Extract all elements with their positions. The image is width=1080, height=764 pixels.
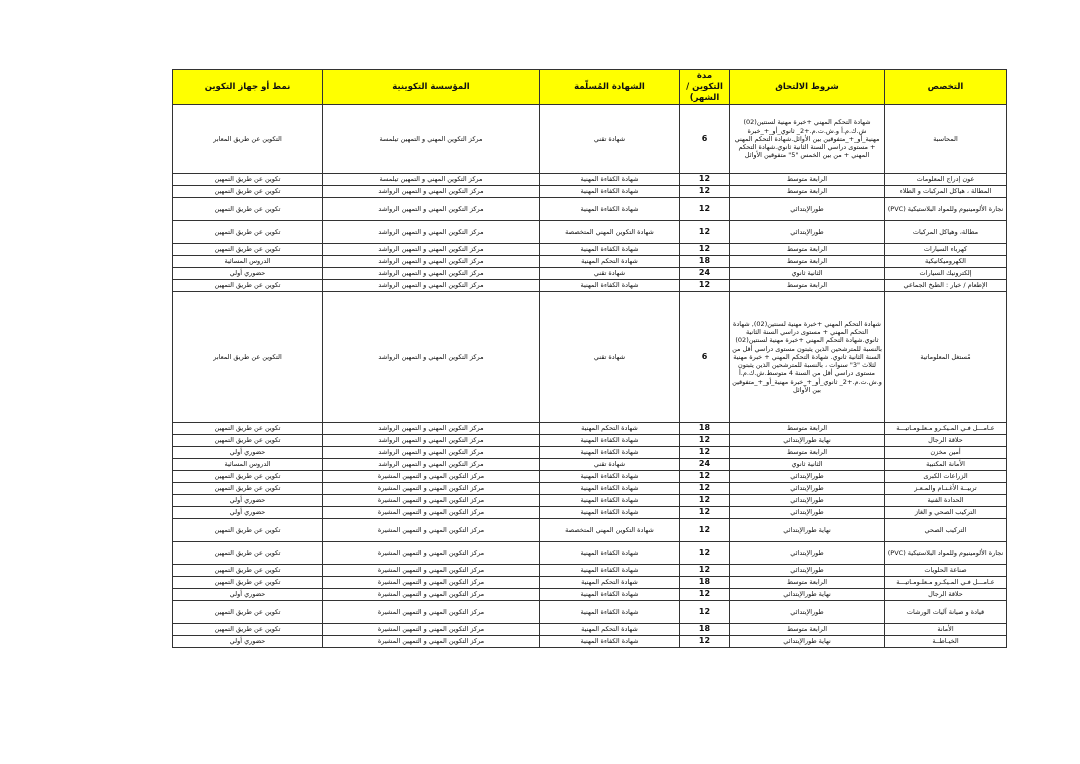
cell-conditions: طورالإبتدائي bbox=[730, 507, 885, 519]
cell-specialty: الحدادة الفنية bbox=[885, 495, 1007, 507]
cell-duration: 12 bbox=[680, 636, 730, 648]
cell-certificate: شهادة الكفاءة المهنية bbox=[540, 435, 680, 447]
cell-conditions: نهاية طورالإبتدائي bbox=[730, 435, 885, 447]
table-row bbox=[173, 447, 1007, 459]
cell-conditions: طورالإبتدائي bbox=[730, 601, 885, 624]
table-row bbox=[173, 256, 1007, 268]
cell-mode: تكوين عن طريق التمهين bbox=[173, 174, 323, 186]
cell-conditions: شهادة التحكم المهني +خبرة مهنية لسنتين(02), شهادة التحكم المهني + مستوى دراسي السنة الثانية ثانوي.شهادة التحكم المهني +خبرة مهنية لسنتين(02) بالنسبة للمترشحين الذين يثبتون مستوى دراسي أقل من السنة الثانية ثانوي. شهادة التحكم المهني + خبرة مهنية لثلاث "3" سنوات ، بالنسبة للمترشحين الذين يثبتون مستوى دراسي أقل من السنة 4 متوسط.ش.ك.م.أ و.ش.ت.م.+2_ ثانوي_أو_+_خبرة مهنية_أو_+_متفوقين بين الأوائل bbox=[730, 292, 885, 423]
cell-duration: 6 bbox=[680, 105, 730, 174]
cell-certificate: شهادة التحكم المهنية bbox=[540, 423, 680, 435]
cell-mode: تكوين عن طريق التمهين bbox=[173, 624, 323, 636]
cell-certificate: شهادة تقني bbox=[540, 268, 680, 280]
cell-mode: الدروس المسائية bbox=[173, 256, 323, 268]
cell-duration: 18 bbox=[680, 256, 730, 268]
cell-institution: مركز التكوين المهني و التمهين تيلمسة bbox=[323, 174, 540, 186]
table-row bbox=[173, 542, 1007, 565]
cell-certificate: شهادة الكفاءة المهنية bbox=[540, 589, 680, 601]
cell-mode: تكوين عن طريق التمهين bbox=[173, 519, 323, 542]
cell-conditions: الرابعة متوسط bbox=[730, 186, 885, 198]
cell-certificate: شهادة تقني bbox=[540, 459, 680, 471]
cell-certificate: شهادة التحكم المهنية bbox=[540, 624, 680, 636]
table-row bbox=[173, 198, 1007, 221]
cell-conditions: نهاية طورالإبتدائي bbox=[730, 636, 885, 648]
cell-institution: مركز التكوين المهني و التمهين المشيرة bbox=[323, 483, 540, 495]
cell-institution: مركز التكوين المهني و التمهين المشيرة bbox=[323, 601, 540, 624]
table-row bbox=[173, 624, 1007, 636]
cell-specialty: الإطعام / خيار : الطبخ الجماعي bbox=[885, 280, 1007, 292]
cell-duration: 12 bbox=[680, 435, 730, 447]
cell-conditions: الرابعة متوسط bbox=[730, 174, 885, 186]
cell-mode: تكوين عن طريق التمهين bbox=[173, 423, 323, 435]
cell-duration: 6 bbox=[680, 292, 730, 423]
cell-conditions: الرابعة متوسط bbox=[730, 624, 885, 636]
cell-duration: 12 bbox=[680, 542, 730, 565]
cell-certificate: شهادة التكوين المهني المتخصصة bbox=[540, 221, 680, 244]
cell-certificate: شهادة الكفاءة المهنية bbox=[540, 495, 680, 507]
table-row bbox=[173, 507, 1007, 519]
cell-specialty: أمين مخزن bbox=[885, 447, 1007, 459]
cell-institution: مركز التكوين المهني و التمهين المشيرة bbox=[323, 519, 540, 542]
cell-specialty: قيادة و صيانة آليات الورشات bbox=[885, 601, 1007, 624]
header-certificate: الشهادة المُسلّمة bbox=[540, 70, 680, 105]
cell-institution: مركز التكوين المهني و التمهين الرواشد bbox=[323, 186, 540, 198]
cell-duration: 18 bbox=[680, 624, 730, 636]
cell-conditions: طورالإبتدائي bbox=[730, 198, 885, 221]
cell-institution: مركز التكوين المهني و التمهين تيلمسة bbox=[323, 105, 540, 174]
cell-certificate: شهادة الكفاءة المهنية bbox=[540, 601, 680, 624]
cell-duration: 12 bbox=[680, 507, 730, 519]
cell-institution: مركز التكوين المهني و التمهين المشيرة bbox=[323, 577, 540, 589]
table-row bbox=[173, 105, 1007, 174]
cell-specialty: حلاقة الرجال bbox=[885, 589, 1007, 601]
table-row bbox=[173, 280, 1007, 292]
cell-specialty: نجارة الألومينيوم وللمواد البلاستيكية (PVC) bbox=[885, 542, 1007, 565]
cell-duration: 24 bbox=[680, 268, 730, 280]
table-row bbox=[173, 174, 1007, 186]
cell-institution: مركز التكوين المهني و التمهين المشيرة bbox=[323, 542, 540, 565]
cell-institution: مركز التكوين المهني و التمهين الرواشد bbox=[323, 256, 540, 268]
cell-conditions: الرابعة متوسط bbox=[730, 577, 885, 589]
cell-conditions: طورالإبتدائي bbox=[730, 565, 885, 577]
cell-specialty: عـامـــل فـي المـيكـرو مـعلـومـاتيـــة bbox=[885, 577, 1007, 589]
cell-institution: مركز التكوين المهني و التمهين الرواشد bbox=[323, 280, 540, 292]
table-row bbox=[173, 601, 1007, 624]
table-row bbox=[173, 471, 1007, 483]
cell-mode: تكوين عن طريق التمهين bbox=[173, 471, 323, 483]
cell-duration: 12 bbox=[680, 447, 730, 459]
cell-conditions: الثانية ثانوي bbox=[730, 268, 885, 280]
cell-mode: حضوري أولي bbox=[173, 447, 323, 459]
cell-mode: حضوري أولي bbox=[173, 495, 323, 507]
cell-duration: 12 bbox=[680, 198, 730, 221]
cell-certificate: شهادة الكفاءة المهنية bbox=[540, 471, 680, 483]
table-row bbox=[173, 459, 1007, 471]
cell-specialty: الأمانة bbox=[885, 624, 1007, 636]
cell-mode: التكوين عن طريق المعابر bbox=[173, 105, 323, 174]
cell-conditions: الرابعة متوسط bbox=[730, 447, 885, 459]
cell-certificate: شهادة الكفاءة المهنية bbox=[540, 542, 680, 565]
header-conditions: شروط الالتحاق bbox=[730, 70, 885, 105]
table-row bbox=[173, 483, 1007, 495]
cell-specialty: نجارة الألومينيوم وللمواد البلاستيكية (PVC) bbox=[885, 198, 1007, 221]
cell-specialty: التركيب الصحي bbox=[885, 519, 1007, 542]
table-row bbox=[173, 292, 1007, 423]
table-row bbox=[173, 268, 1007, 280]
cell-duration: 12 bbox=[680, 589, 730, 601]
cell-certificate: شهادة التكوين المهني المتخصصة bbox=[540, 519, 680, 542]
cell-specialty: المطالة ، هياكل المركبات و الطلاء bbox=[885, 186, 1007, 198]
cell-duration: 18 bbox=[680, 423, 730, 435]
cell-conditions: طورالإبتدائي bbox=[730, 542, 885, 565]
cell-mode: تكوين عن طريق التمهين bbox=[173, 577, 323, 589]
cell-mode: حضوري أولي bbox=[173, 507, 323, 519]
cell-specialty: الزراعات الكبرى bbox=[885, 471, 1007, 483]
cell-specialty: كهرباء السيارات bbox=[885, 244, 1007, 256]
cell-mode: تكوين عن طريق التمهين bbox=[173, 221, 323, 244]
cell-mode: تكوين عن طريق التمهين bbox=[173, 483, 323, 495]
cell-mode: التكوين عن طريق المعابر bbox=[173, 292, 323, 423]
training-offers-table bbox=[172, 69, 1007, 648]
cell-duration: 12 bbox=[680, 186, 730, 198]
cell-specialty: المحاسبة bbox=[885, 105, 1007, 174]
cell-mode: حضوري أولي bbox=[173, 268, 323, 280]
header-mode: نمط أو جهاز التكوين bbox=[173, 70, 323, 105]
cell-duration: 12 bbox=[680, 601, 730, 624]
cell-duration: 12 bbox=[680, 471, 730, 483]
cell-conditions: الرابعة متوسط bbox=[730, 244, 885, 256]
cell-mode: تكوين عن طريق التمهين bbox=[173, 244, 323, 256]
cell-institution: مركز التكوين المهني و التمهين المشيرة bbox=[323, 565, 540, 577]
cell-duration: 18 bbox=[680, 577, 730, 589]
cell-institution: مركز التكوين المهني و التمهين المشيرة bbox=[323, 495, 540, 507]
cell-specialty: مُستغل المعلوماتية bbox=[885, 292, 1007, 423]
cell-specialty: حلاقة الرجال bbox=[885, 435, 1007, 447]
cell-mode: حضوري أولي bbox=[173, 589, 323, 601]
table-row bbox=[173, 565, 1007, 577]
cell-conditions: الثانية ثانوي bbox=[730, 459, 885, 471]
cell-institution: مركز التكوين المهني و التمهين المشيرة bbox=[323, 589, 540, 601]
cell-conditions: طورالإبتدائي bbox=[730, 483, 885, 495]
cell-conditions: الرابعة متوسط bbox=[730, 423, 885, 435]
cell-certificate: شهادة الكفاءة المهنية bbox=[540, 174, 680, 186]
header-specialty: التخصص bbox=[885, 70, 1007, 105]
header-institution: المؤسسة التكوينية bbox=[323, 70, 540, 105]
cell-specialty: إلكترونيك السيارات bbox=[885, 268, 1007, 280]
header-duration: مدة التكوين /الشهر) bbox=[680, 70, 730, 105]
cell-duration: 12 bbox=[680, 244, 730, 256]
cell-mode: تكوين عن طريق التمهين bbox=[173, 542, 323, 565]
table-row bbox=[173, 244, 1007, 256]
cell-institution: مركز التكوين المهني و التمهين الرواشد bbox=[323, 244, 540, 256]
cell-institution: مركز التكوين المهني و التمهين المشيرة bbox=[323, 507, 540, 519]
cell-duration: 12 bbox=[680, 483, 730, 495]
table-row bbox=[173, 589, 1007, 601]
cell-specialty: الخيـاطــة bbox=[885, 636, 1007, 648]
cell-mode: تكوين عن طريق التمهين bbox=[173, 280, 323, 292]
cell-institution: مركز التكوين المهني و التمهين الرواشد bbox=[323, 423, 540, 435]
cell-institution: مركز التكوين المهني و التمهين الرواشد bbox=[323, 447, 540, 459]
cell-certificate: شهادة التحكم المهنية bbox=[540, 256, 680, 268]
cell-institution: مركز التكوين المهني و التمهين الرواشد bbox=[323, 459, 540, 471]
cell-certificate: شهادة الكفاءة المهنية bbox=[540, 483, 680, 495]
cell-duration: 12 bbox=[680, 221, 730, 244]
table-row bbox=[173, 221, 1007, 244]
cell-specialty: مطالة، وهياكل المركبات bbox=[885, 221, 1007, 244]
cell-certificate: شهادة الكفاءة المهنية bbox=[540, 447, 680, 459]
cell-duration: 12 bbox=[680, 174, 730, 186]
cell-specialty: تربيــة الأغـنـام والمـعـز bbox=[885, 483, 1007, 495]
cell-certificate: شهادة الكفاءة المهنية bbox=[540, 280, 680, 292]
table-row bbox=[173, 577, 1007, 589]
cell-specialty: عون إدراج المعلومات bbox=[885, 174, 1007, 186]
cell-institution: مركز التكوين المهني و التمهين الرواشد bbox=[323, 292, 540, 423]
cell-certificate: شهادة الكفاءة المهنية bbox=[540, 565, 680, 577]
cell-conditions: نهاية طورالإبتدائي bbox=[730, 589, 885, 601]
cell-institution: مركز التكوين المهني و التمهين المشيرة bbox=[323, 471, 540, 483]
cell-certificate: شهادة الكفاءة المهنية bbox=[540, 198, 680, 221]
cell-mode: الدروس المسائية bbox=[173, 459, 323, 471]
cell-certificate: شهادة الكفاءة المهنية bbox=[540, 186, 680, 198]
cell-specialty: عـامـــل فـي المـيكـرو مـعلـومـاتيـــة bbox=[885, 423, 1007, 435]
training-offers-sheet bbox=[172, 69, 1006, 648]
cell-mode: تكوين عن طريق التمهين bbox=[173, 601, 323, 624]
cell-mode: تكوين عن طريق التمهين bbox=[173, 186, 323, 198]
cell-conditions: طورالإبتدائي bbox=[730, 221, 885, 244]
table-row bbox=[173, 519, 1007, 542]
cell-institution: مركز التكوين المهني و التمهين المشيرة bbox=[323, 636, 540, 648]
cell-certificate: شهادة الكفاءة المهنية bbox=[540, 507, 680, 519]
cell-certificate: شهادة التحكم المهنية bbox=[540, 577, 680, 589]
cell-conditions: الرابعة متوسط bbox=[730, 256, 885, 268]
cell-specialty: التركيب الصحي و الغاز bbox=[885, 507, 1007, 519]
cell-mode: تكوين عن طريق التمهين bbox=[173, 435, 323, 447]
cell-conditions: نهاية طورالإبتدائي bbox=[730, 519, 885, 542]
cell-conditions: طورالإبتدائي bbox=[730, 471, 885, 483]
table-row bbox=[173, 186, 1007, 198]
cell-institution: مركز التكوين المهني و التمهين الرواشد bbox=[323, 221, 540, 244]
cell-specialty: الكهروميكانيكية bbox=[885, 256, 1007, 268]
table-row bbox=[173, 423, 1007, 435]
cell-duration: 12 bbox=[680, 519, 730, 542]
cell-specialty: الأمانة المكتبية bbox=[885, 459, 1007, 471]
cell-institution: مركز التكوين المهني و التمهين الرواشد bbox=[323, 198, 540, 221]
cell-conditions: شهادة التحكم المهني +خبرة مهنية لسنتين(02) ش.ك.م.أ و.ش.ت.م.+2_ ثانوي_أو_+_خبرة مهنية_أو_+_متفوقين بين الأوائل.شهادة التحكم المهني + مستوى دراسي السنة الثانية ثانوي.شهادة التحكم المهني + من بين الخمس "5" متفوقين الأوائل bbox=[730, 105, 885, 174]
cell-mode: تكوين عن طريق التمهين bbox=[173, 565, 323, 577]
cell-certificate: شهادة تقني bbox=[540, 292, 680, 423]
cell-duration: 24 bbox=[680, 459, 730, 471]
header-row bbox=[173, 70, 1007, 105]
cell-certificate: شهادة الكفاءة المهنية bbox=[540, 636, 680, 648]
cell-duration: 12 bbox=[680, 495, 730, 507]
cell-institution: مركز التكوين المهني و التمهين المشيرة bbox=[323, 624, 540, 636]
cell-conditions: طورالإبتدائي bbox=[730, 495, 885, 507]
cell-specialty: صناعة الحلويات bbox=[885, 565, 1007, 577]
cell-duration: 12 bbox=[680, 280, 730, 292]
cell-certificate: شهادة تقني bbox=[540, 105, 680, 174]
table-row bbox=[173, 636, 1007, 648]
cell-conditions: الرابعة متوسط bbox=[730, 280, 885, 292]
cell-mode: تكوين عن طريق التمهين bbox=[173, 198, 323, 221]
cell-mode: حضوري أولي bbox=[173, 636, 323, 648]
table-row bbox=[173, 495, 1007, 507]
cell-certificate: شهادة الكفاءة المهنية bbox=[540, 244, 680, 256]
cell-institution: مركز التكوين المهني و التمهين الرواشد bbox=[323, 268, 540, 280]
table-row bbox=[173, 435, 1007, 447]
cell-institution: مركز التكوين المهني و التمهين الرواشد bbox=[323, 435, 540, 447]
cell-duration: 12 bbox=[680, 565, 730, 577]
